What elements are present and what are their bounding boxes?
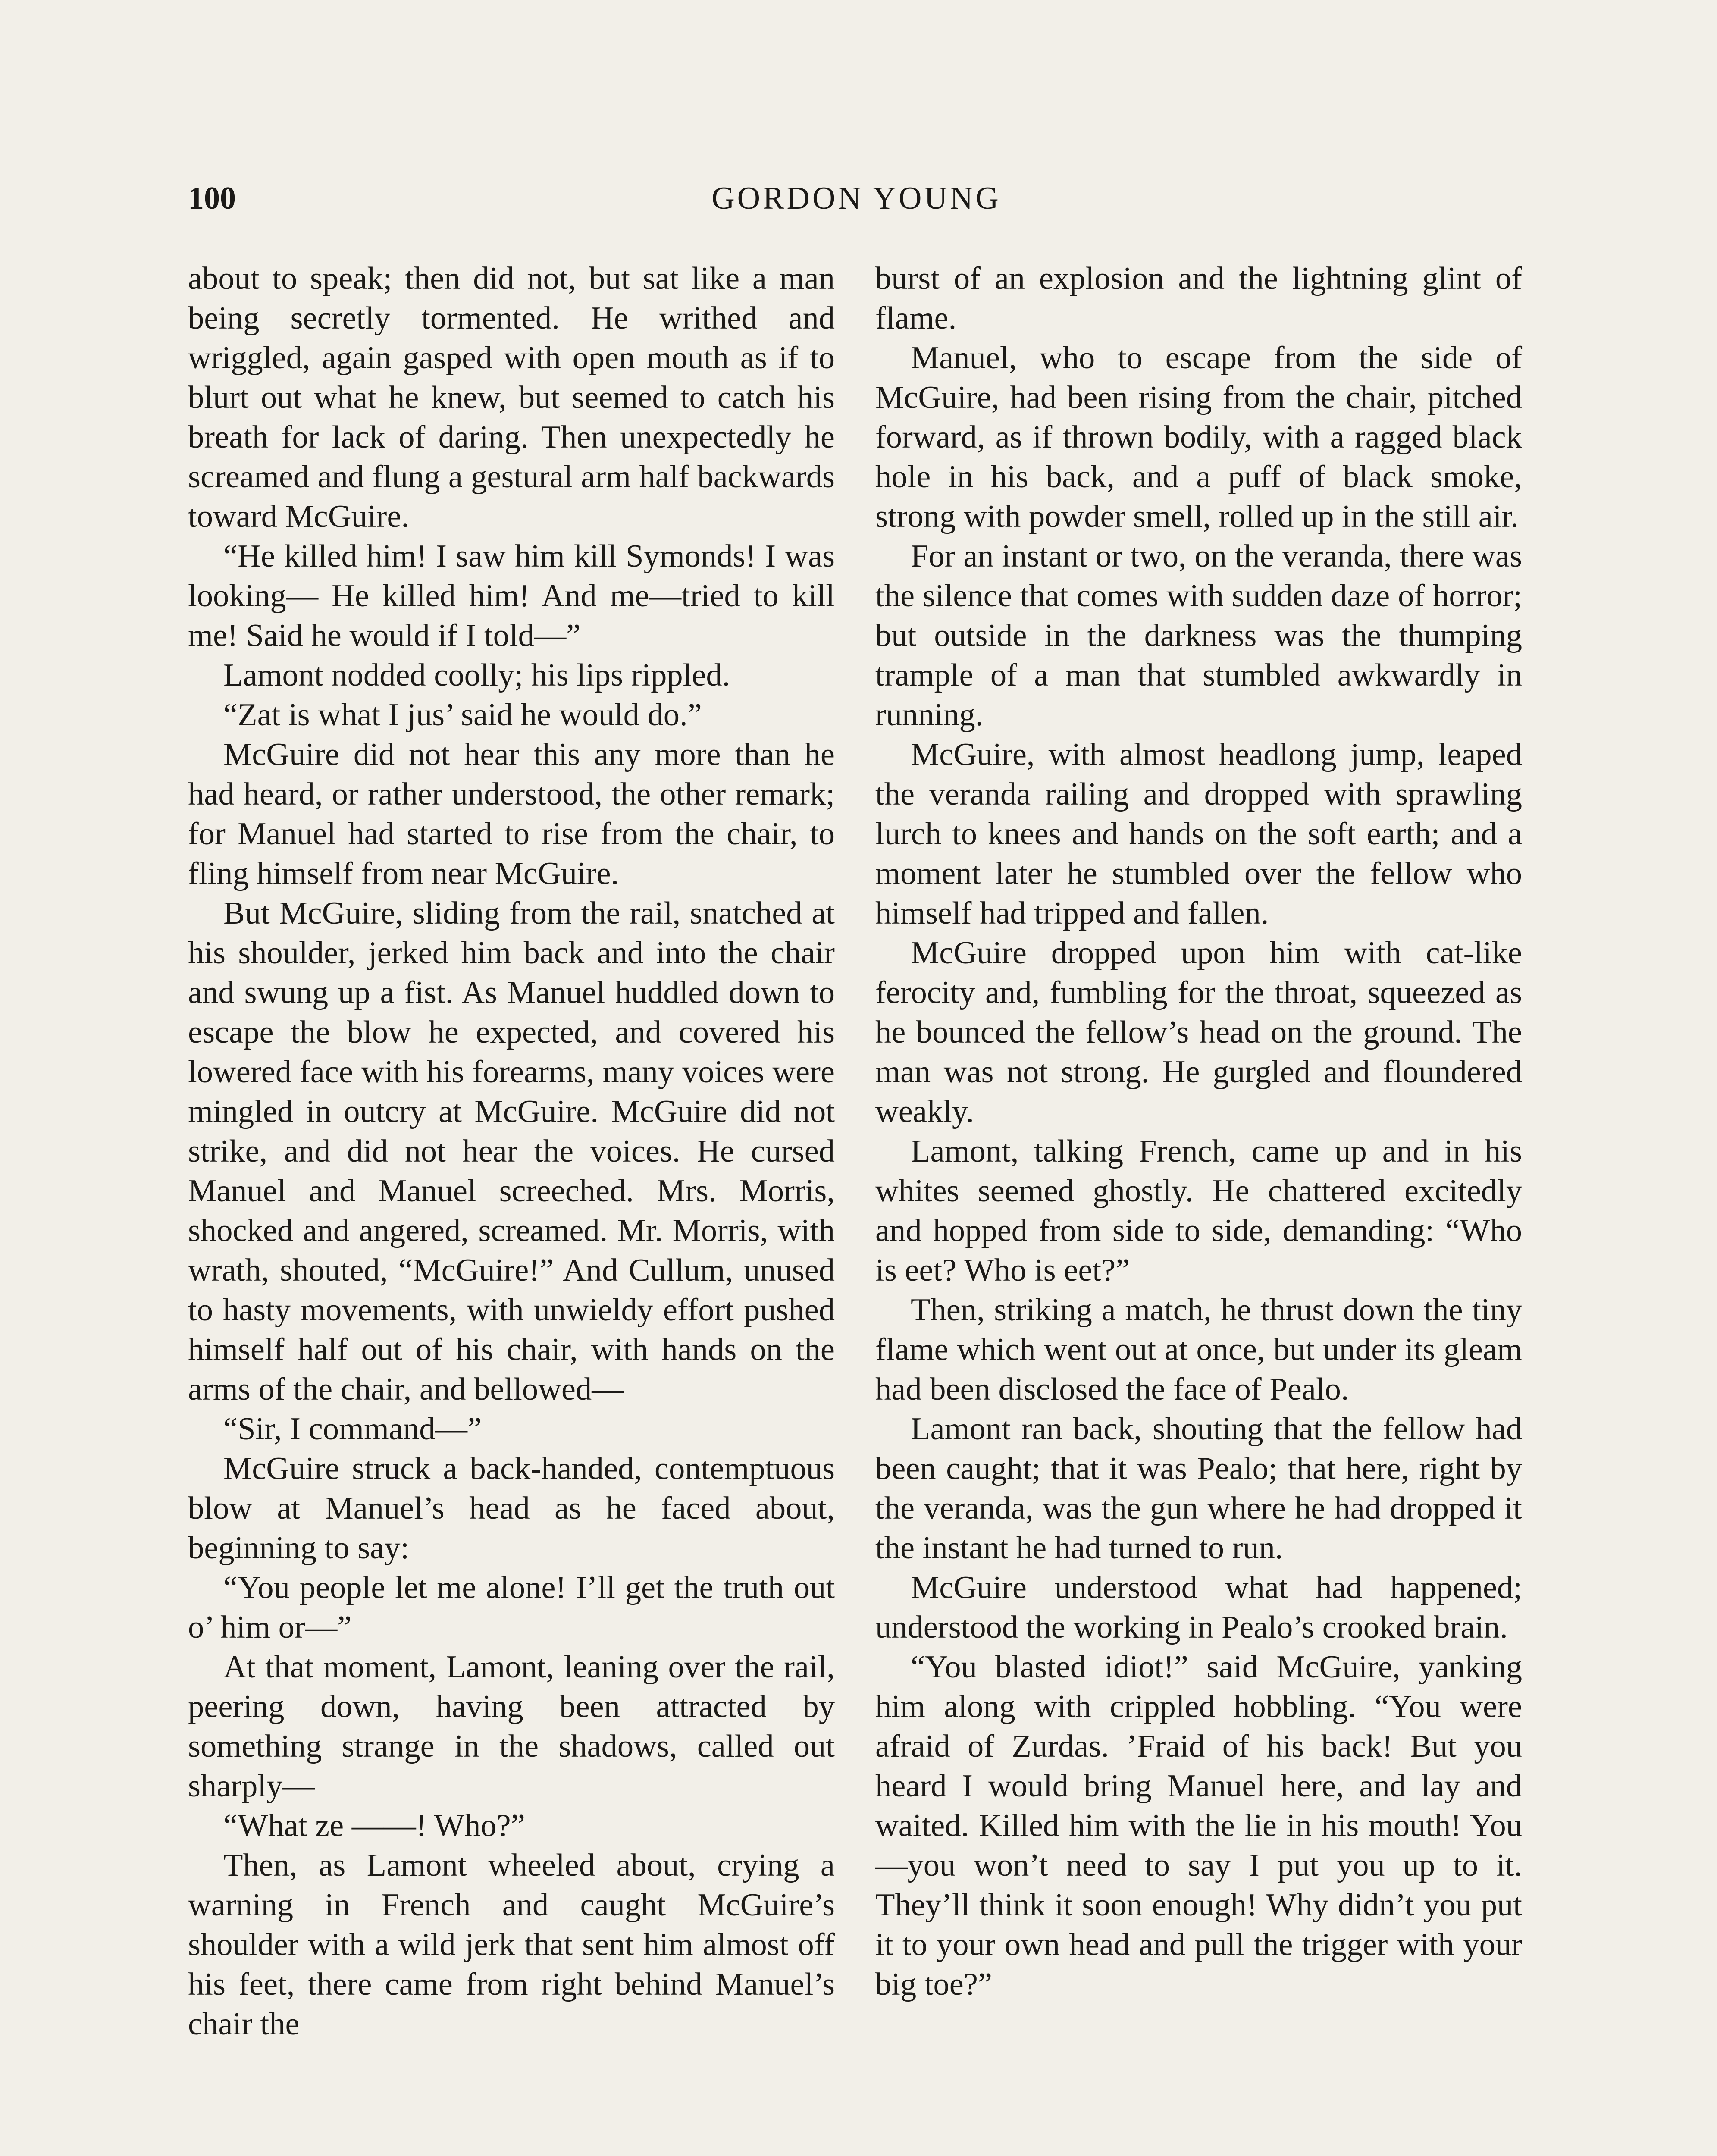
paragraph: McGuire understood what had happened; understood the working in Pealo’s crooked brain.	[875, 1570, 1522, 1645]
paragraph: Manuel, who to escape from the side of McGuire, had been rising from the chair, pitched forward, as if thrown bodily, with a ragged black hole in his back, and a puff of black smoke, strong with powder smell, rolled up in the still air.	[875, 340, 1522, 534]
paragraph: McGuire struck a back-handed, contemptuous blow at Manuel’s head as he faced about, beginning to say:	[188, 1451, 835, 1566]
right-column	[875, 259, 1522, 2004]
paragraph: McGuire did not hear this any more than he had heard, or rather understood, the other remark; for Manuel had started to rise from the chair, to fling himself from near McGuire.	[188, 737, 835, 891]
paragraph: “You blasted idiot!” said McGuire, yanking him along with crippled hobbling. “You were afraid of Zurdas. ’Fraid of his back! But you heard I would bring Manuel here, and lay and waited. Killed him with the lie in his mouth! You—you won’t need to say I put you up to it. They’ll think it soon enough! Why didn’t you put it to your own head and pull the trigger with your big toe?”	[875, 1649, 1522, 2002]
paragraph: Then, striking a match, he thrust down the tiny flame which went out at once, but under its gleam had been disclosed the face of Pealo.	[875, 1292, 1522, 1407]
left-column	[188, 259, 835, 2044]
paragraph: For an instant or two, on the veranda, there was the silence that comes with sudden daze of horror; but outside in the darkness was the thumping trample of a man that stumbled awkwardly in running.	[875, 539, 1522, 733]
paragraph: “Zat is what I jus’ said he would do.”	[223, 697, 702, 733]
paragraph: But McGuire, sliding from the rail, snatched at his shoulder, jerked him back and into the chair and swung up a fist. As Manuel huddled down to escape the blow he expected, and covered his lowered face with his forearms, many voices were mingled in outcry at McGuire. McGuire did not strike, and did not hear the voices. He cursed Manuel and Manuel screeched. Mrs. Morris, shocked and angered, screamed. Mr. Morris, with wrath, shouted, “McGuire!” And Cullum, unused to hasty movements, with unwieldy effort pushed himself half out of his chair, with hands on the arms of the chair, and bellowed—	[188, 896, 835, 1407]
paragraph: “Sir, I command—”	[223, 1411, 482, 1447]
paragraph: McGuire, with almost headlong jump, leaped the veranda railing and dropped with sprawling lurch to knees and hands on the soft earth; and a moment later he stumbled over the fellow who himself had tripped and fallen.	[875, 737, 1522, 931]
paragraph: McGuire dropped upon him with cat-like ferocity and, fumbling for the throat, squeezed as he bounced the fellow’s head on the ground. The man was not strong. He gurgled and floundered weakly.	[875, 935, 1522, 1129]
paragraph: “You people let me alone! I’ll get the truth out o’ him or—”	[188, 1570, 835, 1645]
paragraph: burst of an explosion and the lightning glint of flame.	[875, 261, 1522, 336]
paragraph: Then, as Lamont wheeled about, crying a warning in French and caught McGuire’s shoulder with a wild jerk that sent him almost off his feet, there came from right behind Manuel’s chair the	[188, 1848, 835, 2042]
paragraph: Lamont ran back, shouting that the fellow had been caught; that it was Pealo; that here, right by the veranda, was the gun where he had dropped it the instant he had turned to run.	[875, 1411, 1522, 1566]
page-header	[188, 175, 1525, 222]
paragraph: about to speak; then did not, but sat like a man being secretly tormented. He writhed and wriggled, again gasped with open mouth as if to blurt out what he knew, but seemed to catch his breath for lack of daring. Then unexpectedly he screamed and flung a gestural arm half backwards toward McGuire.	[188, 261, 835, 534]
paragraph: At that moment, Lamont, leaning over the rail, peering down, having been attracted by something strange in the shadows, called out sharply—	[188, 1649, 835, 1804]
paragraph: “He killed him! I saw him kill Symonds! I was looking— He killed him! And me—tried to kill me! Said he would if I told—”	[188, 539, 835, 653]
page-number: 100	[188, 181, 236, 216]
paragraph: “What ze ——! Who?”	[223, 1808, 525, 1843]
paragraph: Lamont, talking French, came up and in his whites seemed ghostly. He chattered excitedly and hopped from side to side, demanding: “Who is eet? Who is eet?”	[875, 1134, 1522, 1288]
running-head: GORDON YOUNG	[711, 181, 1001, 216]
paragraph: Lamont nodded coolly; his lips rippled.	[223, 658, 730, 693]
